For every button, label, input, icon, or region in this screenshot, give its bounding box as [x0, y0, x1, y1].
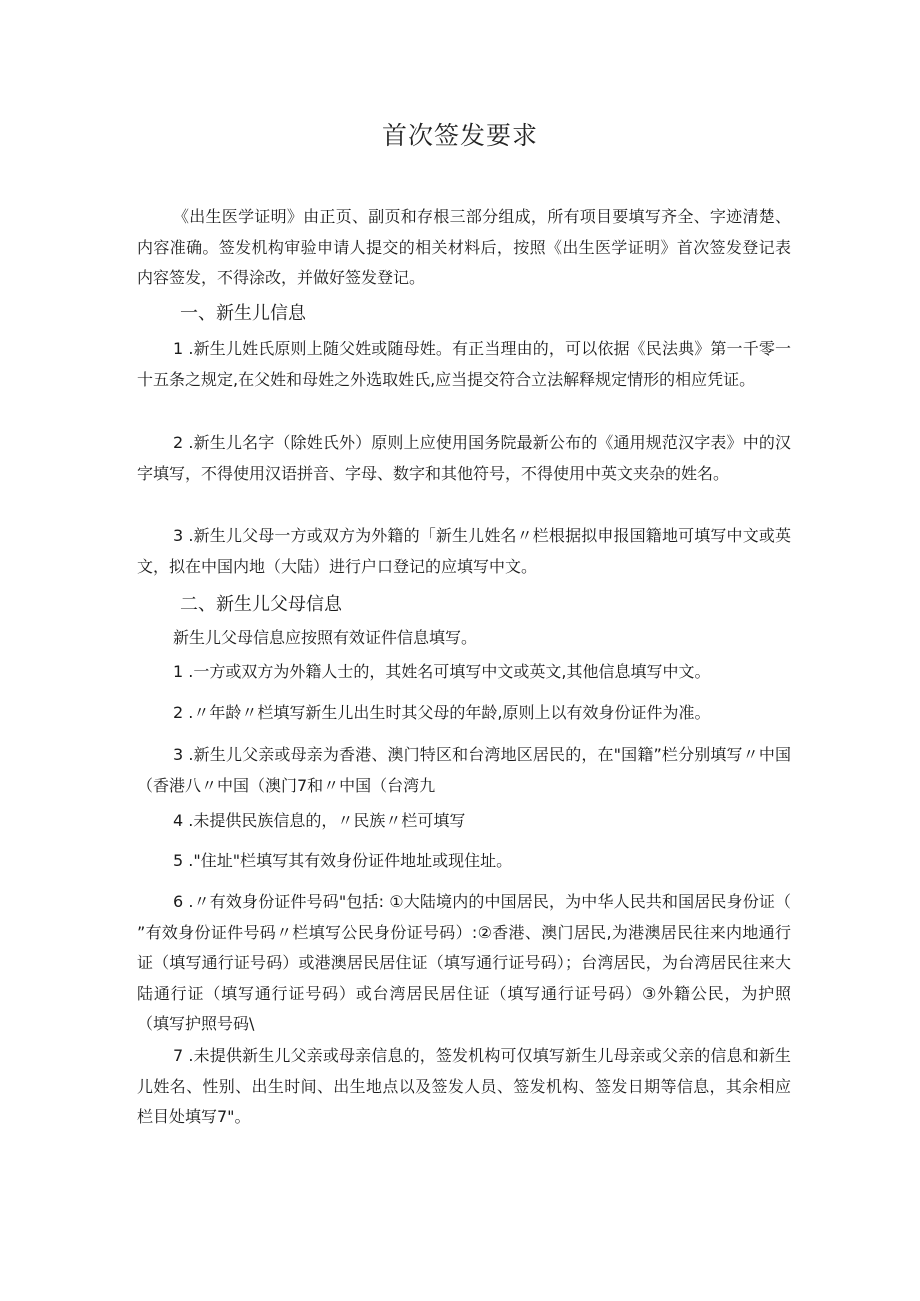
section-heading-newborn: 一、新生儿信息: [180, 303, 306, 324]
intro-paragraph: 《出生医学证明》由正页、副页和存根三部分组成，所有项目要填写齐全、字迹清楚、内容准确。签发机构审验申请人提交的相关材料后，按照《出生医学证明》首次签发登记表内容签发，不得涂改，并做好签发登记。: [137, 207, 791, 287]
parents-item-4: 4 .未提供民族信息的，〃民族〃栏可填写: [173, 811, 466, 830]
newborn-item-2: 2 .新生儿名字（除姓氏外）原则上应使用国务院最新公布的《通用规范汉字表》中的汉字填写，不得使用汉语拼音、字母、数字和其他符号，不得使用中英文夹杂的姓名。: [137, 433, 791, 483]
section-heading-parents: 二、新生儿父母信息: [180, 594, 342, 615]
parents-item-7: 7 .未提供新生儿父亲或母亲信息的，签发机构可仅填写新生儿母亲或父亲的信息和新生儿姓名、性别、出生时间、出生地点以及签发人员、签发机构、签发日期等信息，其余相应栏目处填写7"。: [137, 1046, 791, 1126]
parents-item-5: 5 ."住址"栏填写其有效身份证件地址或现住址。: [173, 851, 513, 870]
newborn-item-1: 1 .新生儿姓氏原则上随父姓或随母姓。有正当理由的，可以依据《民法典》第一千零一十五条之规定,在父姓和母姓之外选取姓氏,应当提交符合立法解释规定情形的相应凭证。: [137, 339, 791, 389]
parents-item-1: 1 .一方或双方为外籍人士的，其姓名可填写中文或英文,其他信息填写中文。: [173, 662, 711, 681]
newborn-item-3: 3 .新生儿父母一方或双方为外籍的「新生儿姓名〃栏根据拟申报国籍地可填写中文或英文，拟在中国内地（大陆）进行户口登记的应填写中文。: [137, 526, 791, 576]
parents-item-3: 3 .新生儿父亲或母亲为香港、澳门特区和台湾地区居民的，在"国籍”栏分别填写〃中国（香港八〃中国（澳门7和〃中国（台湾九: [137, 745, 791, 795]
parents-item-2: 2 .〃年龄〃栏填写新生儿出生时其父母的年龄,原则上以有效身份证件为准。: [173, 703, 711, 722]
parents-item-6: 6 .〃有效身份证件号码"包括: ①大陆境内的中国居民，为中华人民共和国居民身份证（ ”有效身份证件号码〃栏填写公民身份证号码）:②香港、澳门居民,为港澳居民往来内地通行证（填写通行证号码）或港澳居民居住证（填写通行证号码）；台湾居民，为台湾居民往来大陆通行证（填写通行证号码）或台湾居民居住证（填写通行证号码）③外籍公民，为护照（填写护照号码\: [137, 892, 791, 1033]
parents-subtitle: 新生儿父母信息应按照有效证件信息填写。: [173, 628, 478, 647]
page-title: 首次签发要求: [381, 121, 538, 150]
